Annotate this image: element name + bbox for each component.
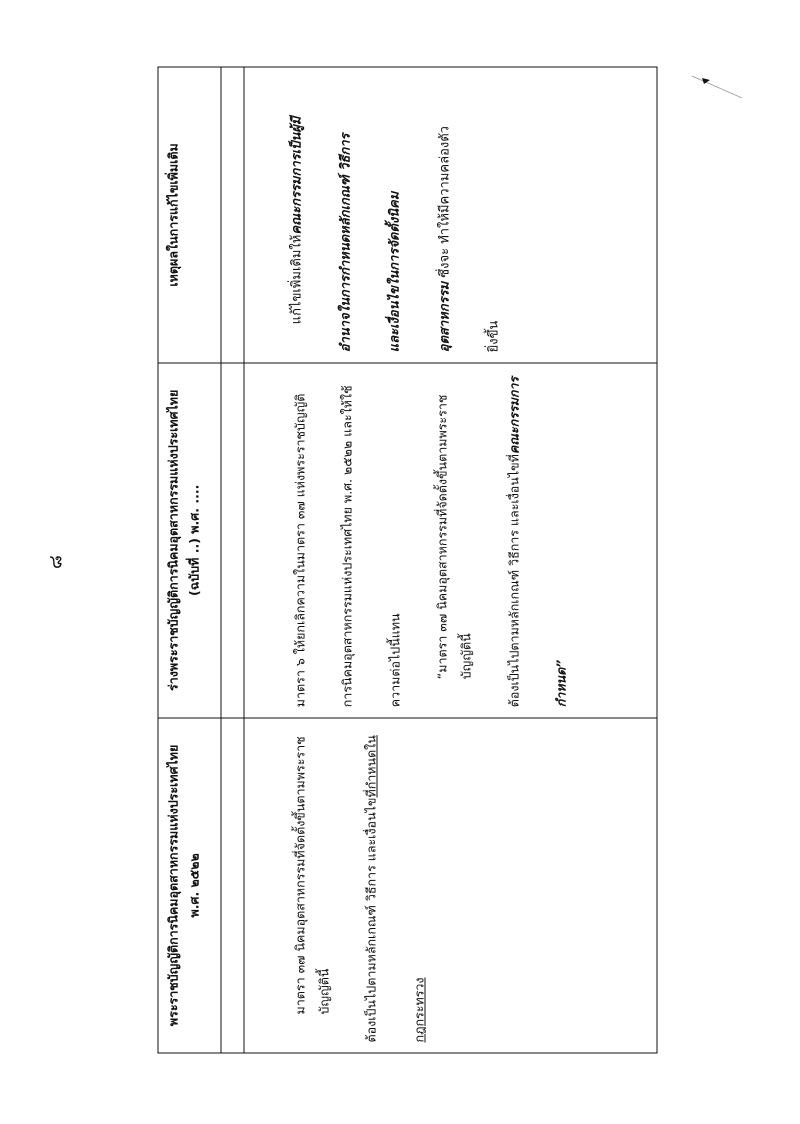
draft-act-cell <box>244 363 657 718</box>
reason-line4-text: ซึ่งจะ ทำให้มีความคล่องตัว <box>437 126 453 282</box>
page-number: ๘ <box>45 555 67 569</box>
old-line2-text: ต้องเป็นไปตามหลักเกณฑ์ วิธีการ และเงื่อนไข <box>363 797 379 1043</box>
draft-section-6-line3: ความต่อไปนี้แทน <box>387 613 403 708</box>
old-section-37-line3 <box>407 728 431 1042</box>
comparison-table <box>158 67 658 1054</box>
draft-section-6-line2: การนิคมอุตสาหกรรมแห่งประเทศไทย พ.ศ. ๒๕๒๒ และให้ใช้ <box>339 385 355 708</box>
header-old-act-year: พ.ศ. ๒๕๒๒ <box>186 853 202 918</box>
old-line3-underlined: กฎกระทรวง <box>411 977 426 1043</box>
content-row <box>244 67 657 1053</box>
header-draft-act-edition: (ฉบับที่ ..) พ.ศ. .... <box>186 484 202 596</box>
old-section-37-line2 <box>360 728 384 1042</box>
reason-cell <box>244 67 657 363</box>
header-row <box>158 67 221 1053</box>
reason-line1-text: แก้ไขเพิ่มเติมให้ <box>289 234 305 325</box>
draft-line5-emphasis: คณะกรรมการ <box>506 376 521 455</box>
spacer-row <box>221 67 244 1053</box>
reason-line1 <box>285 78 310 353</box>
stray-mark <box>690 72 745 102</box>
reason-line4 <box>433 78 458 353</box>
header-draft-act <box>158 363 221 718</box>
draft-section-37-line3 <box>550 373 574 707</box>
header-reason-title: เหตุผลในการแก้ไขเพิ่มเติม <box>165 143 181 287</box>
draft-section-37-line2 <box>502 373 526 707</box>
spacer-cell <box>221 718 244 1053</box>
draft-section-37-line1: “มาตรา ๓๗ นิคมอุตสาหกรรมที่จัดตั้งขึ้นตามพระราชบัญญัตินี้ <box>434 394 474 680</box>
draft-line6-emphasis: กำหนด <box>553 667 569 708</box>
spacer-cell <box>221 363 244 718</box>
reason-line3: และเงื่อนไขในการจัดตั้งนิคม <box>387 191 403 353</box>
old-section-37-line1: มาตรา ๓๗ นิคมอุตสาหกรรมที่จัดตั้งขึ้นตามพระราชบัญญัตินี้ <box>292 736 331 1015</box>
reason-line2: อำนาจในการกำหนดหลักเกณฑ์ วิธีการ <box>338 133 354 353</box>
rotated-table-container <box>158 67 643 1054</box>
old-line2-underlined: ที่กำหนดใน <box>363 735 379 798</box>
header-old-act <box>158 718 221 1053</box>
header-draft-act-title: ร่างพระราชบัญญัติการนิคมอุตสาหกรรมแห่งประเทศไทย <box>165 389 181 691</box>
old-act-cell <box>244 718 657 1053</box>
header-old-act-title: พระราชบัญญัติการนิคมอุตสาหกรรมแห่งประเทศไทย <box>165 744 181 1027</box>
reason-line4-emphasis: อุตสาหกรรม <box>437 281 453 353</box>
reason-line1-emphasis: คณะกรรมการเป็นผู้มี <box>289 116 305 235</box>
draft-line5-text: ต้องเป็นไปตามหลักเกณฑ์ วิธีการ และเงื่อนไขที่ <box>506 454 521 708</box>
draft-line6-quote: ” <box>553 659 569 668</box>
reason-line5: ยิ่งขึ้น <box>486 320 502 353</box>
header-reason <box>158 67 221 363</box>
draft-section-6-line1: มาตรา ๖ ให้ยกเลิกความในมาตรา ๓๗ แห่งพระราชบัญญัติ <box>292 393 308 708</box>
spacer-cell <box>221 67 244 363</box>
